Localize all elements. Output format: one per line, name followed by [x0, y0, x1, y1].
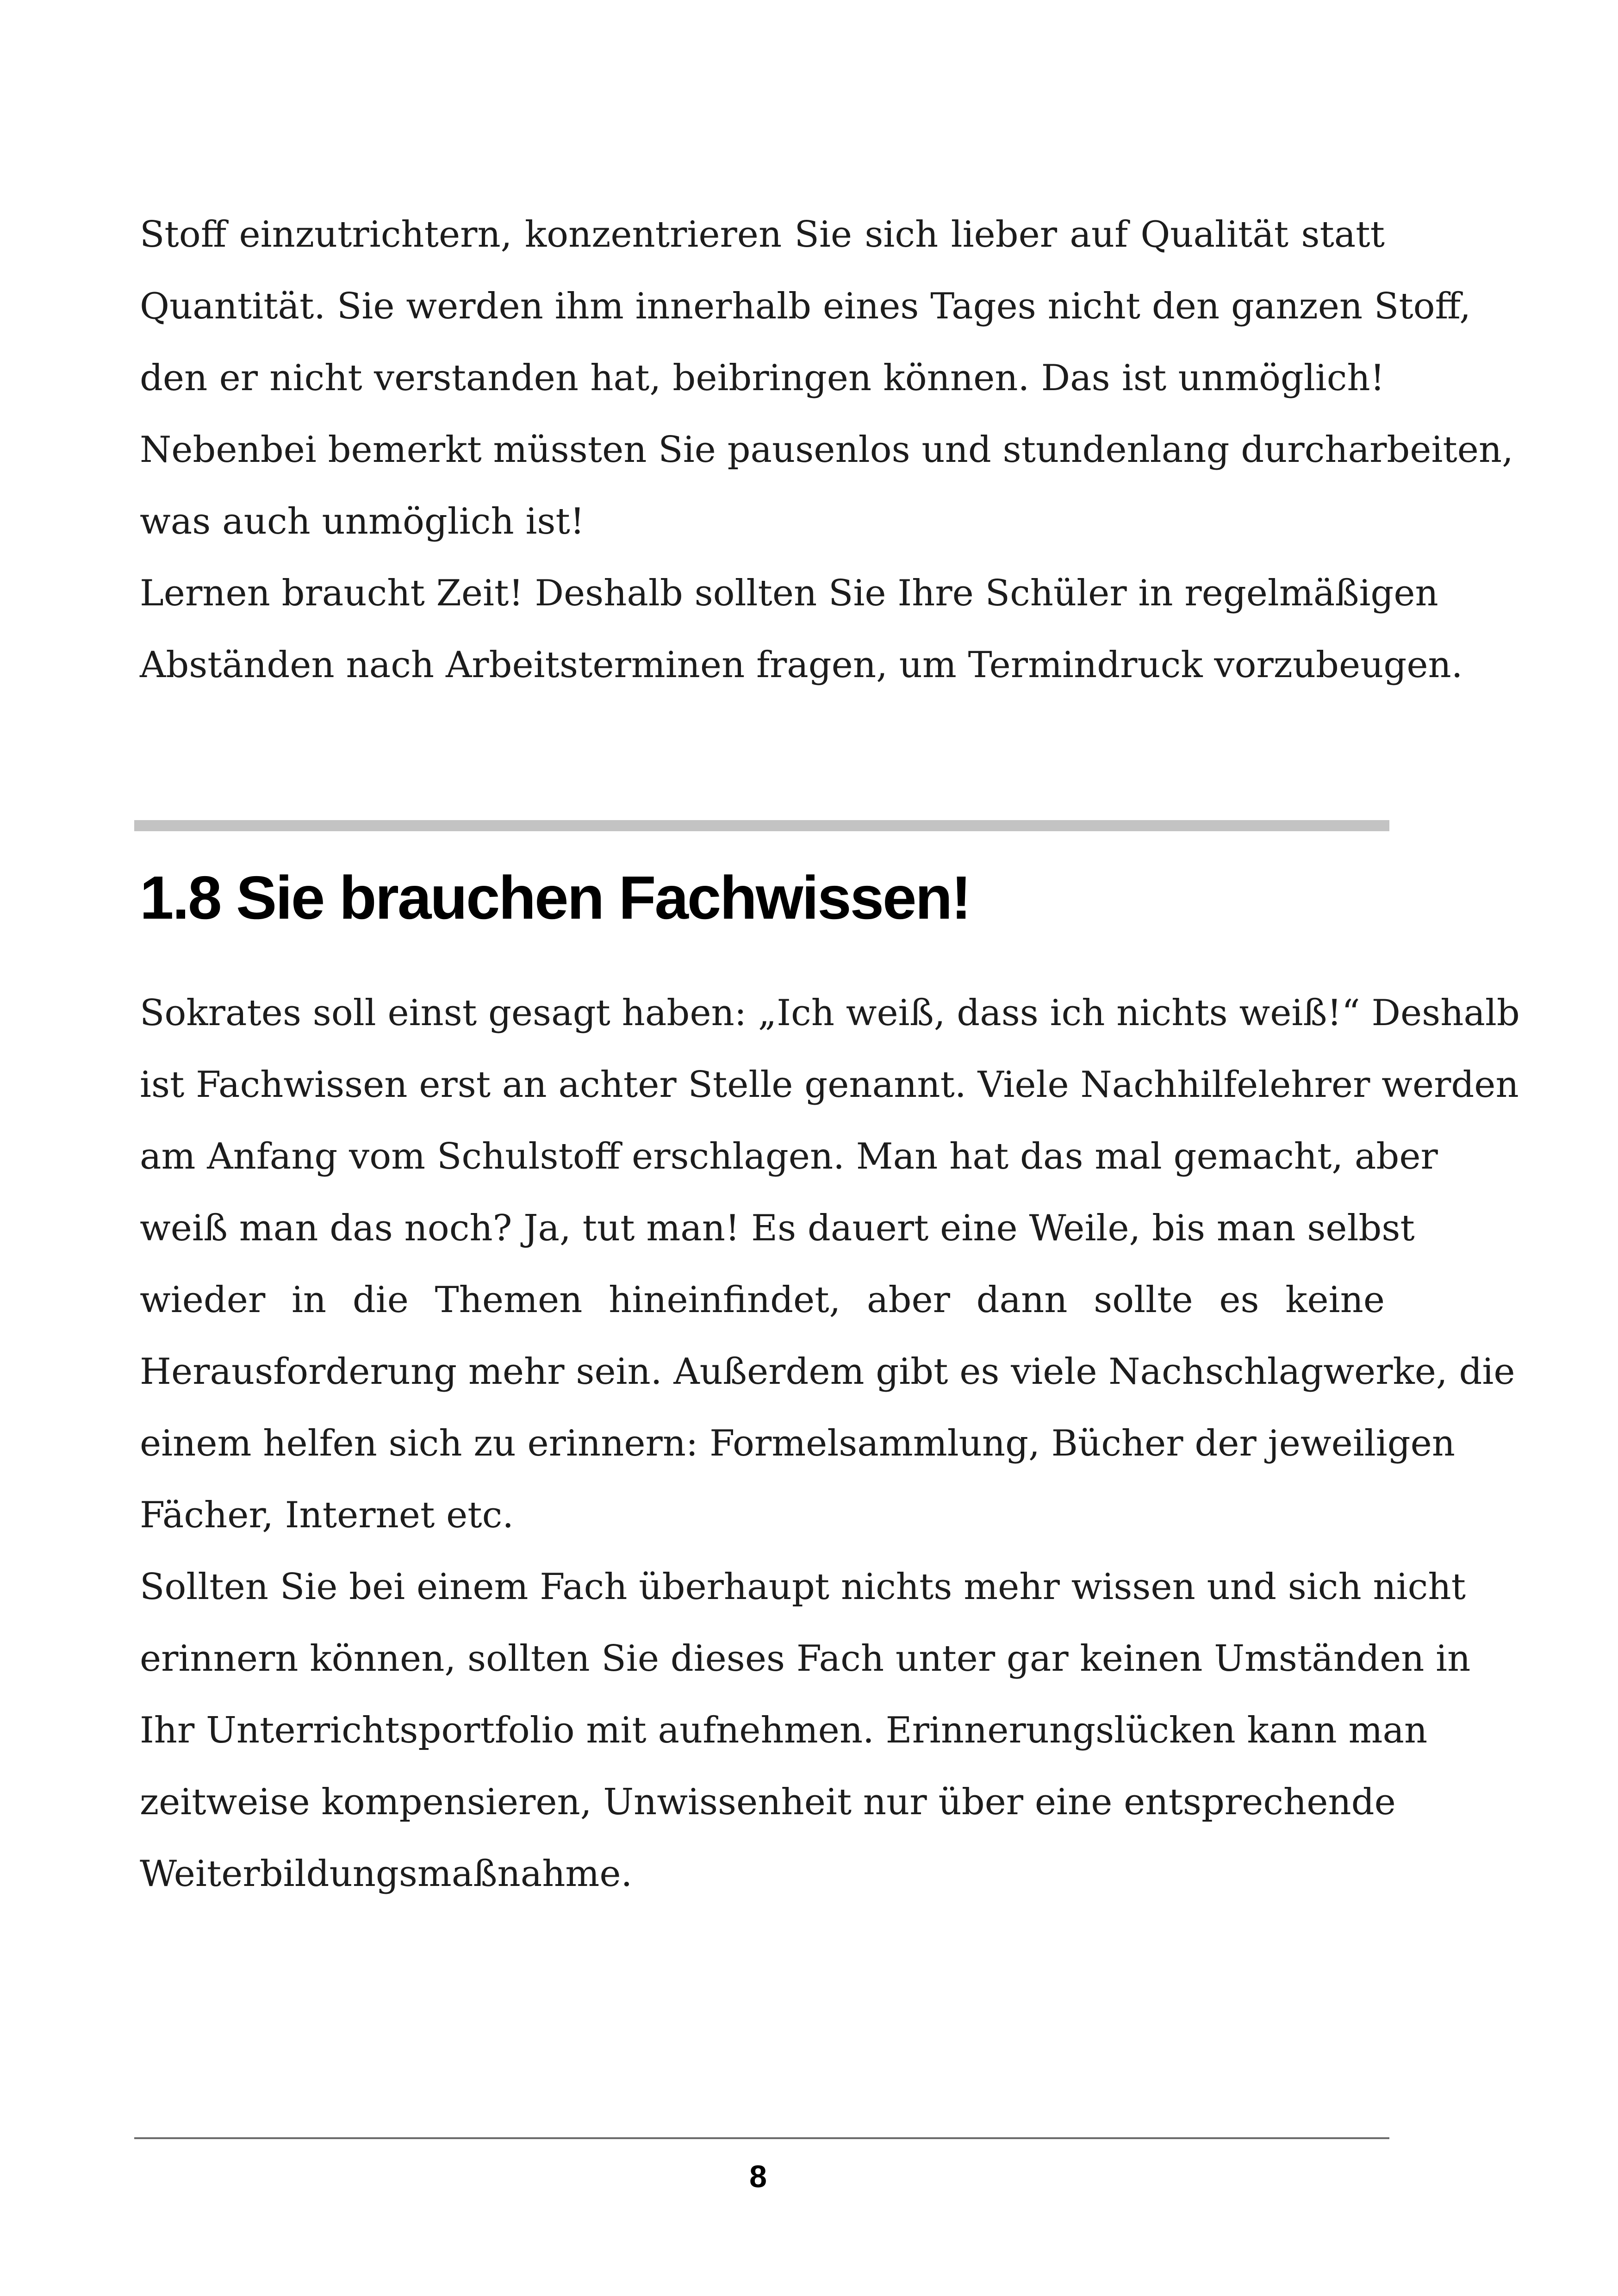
text-line: den er nicht verstanden hat, beibringen können. Das ist unmöglich! — [140, 357, 1385, 399]
body-text-section — [140, 977, 1520, 1910]
text-line: Herausforderung mehr sein. Außerdem gibt es viele Nachschlagwerke, die — [140, 1351, 1515, 1393]
body-text-top — [140, 199, 1513, 701]
footer-divider — [134, 2137, 1389, 2139]
section-heading: 1.8 Sie brauchen Fachwissen! — [140, 864, 971, 932]
text-line: weiß man das noch? Ja, tut man! Es dauert eine Weile, bis man selbst — [140, 1207, 1415, 1249]
text-line: ist Fachwissen erst an achter Stelle genannt. Viele Nachhilfelehrer werden — [140, 1064, 1519, 1106]
text-line: wieder in die Themen hineinfindet, aber dann sollte es keine — [140, 1279, 1385, 1321]
text-line: Sollten Sie bei einem Fach überhaupt nichts mehr wissen und sich nicht — [140, 1566, 1466, 1608]
text-line: einem helfen sich zu erinnern: Formelsammlung, Bücher der jeweiligen — [140, 1423, 1455, 1464]
text-line: Stoff einzutrichtern, konzentrieren Sie sich lieber auf Qualität statt — [140, 214, 1385, 255]
text-line: Weiterbildungsmaßnahme. — [140, 1853, 633, 1895]
text-line: Lernen braucht Zeit! Deshalb sollten Sie Ihre Schüler in regelmäßigen — [140, 572, 1438, 614]
text-line: Nebenbei bemerkt müssten Sie pausenlos und stundenlang durcharbeiten, — [140, 429, 1513, 471]
text-line: Sokrates soll einst gesagt haben: „Ich weiß, dass ich nichts weiß!“ Deshalb — [140, 992, 1520, 1034]
text-line: Ihr Unterrichtsportfolio mit aufnehmen. Erinnerungslücken kann man — [140, 1710, 1428, 1751]
heading-divider — [134, 820, 1389, 831]
text-line: zeitweise kompensieren, Unwissenheit nur über eine entsprechende — [140, 1781, 1396, 1823]
text-line: am Anfang vom Schulstoff erschlagen. Man hat das mal gemacht, aber — [140, 1136, 1438, 1177]
text-line: Fächer, Internet etc. — [140, 1494, 514, 1536]
page-number: 8 — [749, 2159, 767, 2194]
text-line: Quantität. Sie werden ihm innerhalb eines Tages nicht den ganzen Stoff, — [140, 286, 1471, 327]
text-line: was auch unmöglich ist! — [140, 501, 585, 542]
text-line: erinnern können, sollten Sie dieses Fach unter gar keinen Umständen in — [140, 1638, 1471, 1680]
text-line: Abständen nach Arbeitsterminen fragen, um Termindruck vorzubeugen. — [140, 644, 1463, 686]
